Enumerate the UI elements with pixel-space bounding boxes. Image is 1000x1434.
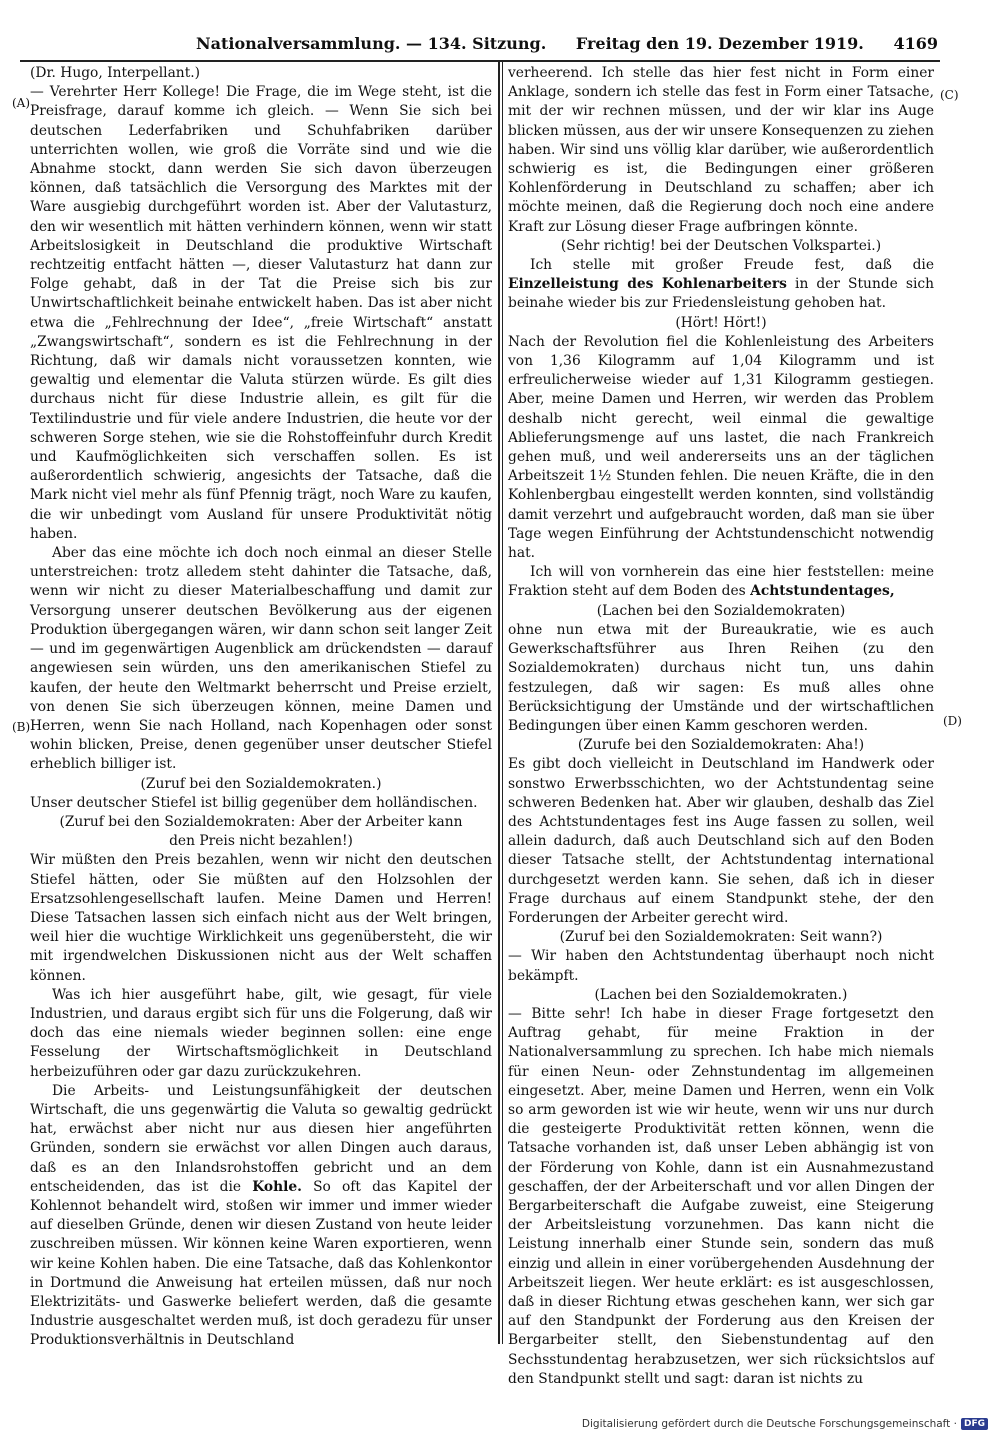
interjection: (Sehr richtig! bei der Deutschen Volkspartei.): [560, 237, 882, 254]
paragraph: Es gibt doch vielleicht in Deutschland im Handwerk oder sonstwo Erwerbsschichten, wo der Achtstundentag seine schweren Bedenken hat. Aber wir glauben, deshalb das Ziel des Achtstundentages fest ins Auge fassen zu sollen, weil allein dadurch, daß auch Deutschland sich auf den Boden dieser Tatsache stellt, der Achtstundentag international durchgesetzt werden kann. Sie sehen, daß ich in dieser Frage durchaus auf einem Standpunkt stehe, der den Forderungen der Arbeiter gerecht wird.: [508, 756, 934, 926]
paragraph: [508, 256, 934, 314]
paragraph: Nach der Revolution fiel die Kohlenleistung des Arbeiters von 1,36 Kilogramm auf 1,04 Kilogramm und ist erfreulicherweise wieder auf 1,31 Kilogramm gestiegen. Aber, meine Damen und Herren, wir werden das Problem deshalb nicht gerecht, weil einmal die gewaltige Ablieferungsmenge auf uns lastet, die nach Frankreich gehen muß, und weil andererseits uns an der täglichen Arbeitszeit 1½ Stunden fehlen. Die neuen Kräfte, die in den Kohlenbergbau eingestellt werden konnten, sind vollständig damit verzehrt und aufgebraucht worden, daß man sie über Tage wegen Einführung der Achtstundenschicht notwendig hat.: [508, 333, 934, 562]
paragraph: Aber das eine möchte ich doch noch einmal an dieser Stelle unterstreichen: trotz alledem steht dahinter die Tatsache, daß, wenn wir nicht zu dieser Materialbeschaffung und damit zur Versorgung unserer deutschen Bevölkerung aus der eigenen Produktion übergegangen wären, wir dann schon seit langer Zeit — und im gegenwärtigen Augenblick am drückendsten — darauf angewiesen sein würden, uns den amerikanischen Stiefel zu kaufen, der heute den Weltmarkt beherrscht und Preise erzielt, von denen Sie sich überzeugen können, meine Damen und Herren, wenn Sie nach Holland, nach Kopenhagen oder sonst wohin blicken, Preise, denen gegenüber unser deutscher Stiefel erheblich billiger ist.: [30, 545, 492, 773]
paragraph: Unser deutscher Stiefel ist billig gegenüber dem holländischen.: [30, 794, 478, 811]
interjection: (Zuruf bei den Sozialdemokraten: Aber der Arbeiter kann den Preis nicht bezahlen!): [59, 813, 463, 850]
interjection: (Zurufe bei den Sozialdemokraten: Aha!): [577, 737, 865, 754]
emphasis-kohlenarbeiter: Einzelleistung des Kohlenarbeiters: [508, 276, 787, 293]
column-divider: [498, 62, 500, 1344]
dfg-logo: DFG: [961, 1418, 988, 1430]
emphasis-kohle: Kohle.: [252, 1178, 302, 1195]
interjection: (Lachen bei den Sozialdemokraten.): [594, 986, 848, 1003]
interjection: (Hört! Hört!): [675, 314, 767, 331]
header-date: Freitag den 19. Dezember 1919.: [575, 34, 864, 53]
margin-mark-a: (A): [12, 96, 31, 110]
column-divider-thin: [502, 62, 503, 1344]
paragraph: verheerend. Ich stelle das hier fest nicht in Form einer Anklage, sondern ich stelle das fest in Form einer Tatsache, mit der wir rechnen müssen, und der wir klar ins Auge blicken müssen, aus der wir unsere Konsequenzen zu ziehen haben. Wir sind uns völlig klar darüber, wie außerordentlich schwierig es ist, die Bedingungen einer größeren Kohlenförderung in Deutschland zu schaffen; aber ich möchte meinen, daß die Regierung doch noch eine andere Kraft zur Lösung dieser Frage aufbringen könnte.: [508, 65, 934, 235]
interjection: (Zuruf bei den Sozialdemokraten: Seit wann?): [559, 929, 883, 946]
header-rule: [20, 60, 940, 62]
page-header: [196, 34, 938, 56]
paragraph-text: in der Stunde sich beinahe wieder bis zur Friedensleistung gehoben hat.: [508, 276, 934, 312]
page-number: 4169: [893, 34, 938, 53]
paragraph-text: Die Arbeits- und Leistungsunfähigkeit der deutschen Wirtschaft, die uns gegenwärtig die Valuta so gewaltig gedrückt hat, erwächst aber nicht nur aus diesen hier angeführten Gründen, sondern sie erwächst vor allen Dingen auch daraus, daß es an den Inlandsrohstoffen gebricht und an dem entscheidenden, das ist die: [30, 1082, 492, 1195]
margin-mark-b: (B): [12, 720, 31, 734]
header-left: Nationalversammlung. — 134. Sitzung.: [196, 34, 547, 53]
paragraph-text: So oft das Kapitel der Kohlennot behandelt wird, stoßen wir immer und immer wieder auf dieselben Gründe, denen wir diesen Zustand von heute leider zuschreiben müssen. Wir können keine Waren exportieren, wenn wir keine Kohlen haben. Die eine Tatsache, daß das Kohlenkontor in Dortmund die Anweisung hat erteilen müssen, daß nur noch Elektrizitäts- und Gaswerke beliefert werden, daß die gesamte Industrie ausgeschaltet werden muß, ist doch geradezu für unser Produktionsverhältnis in Deutschland: [30, 1178, 493, 1349]
margin-mark-d: (D): [943, 714, 962, 728]
paragraph: [30, 1082, 492, 1351]
footer-credit: [582, 1418, 988, 1430]
paragraph: — Bitte sehr! Ich habe in dieser Frage fortgesetzt den Auftrag gehabt, für meine Fraktion in der Nationalversammlung zu sprechen. Ich habe mich niemals für einen Neun- oder Zehnstundentag im allgemeinen eingesetzt. Aber, meine Damen und Herren, wenn ein Volk so arm geworden ist wie wir heute, wenn wir uns nur durch die gesteigerte Produktivität retten können, wenn die Tatsache vorhanden ist, daß unser Leben abhängig ist von der Förderung von Kohle, dann ist ein Ausnahmezustand geschaffen, der der Arbeiterschaft und vor allen Dingen der Bergarbeiterschaft die Aufgabe zuweist, eine Steigerung der Arbeitsleistung vorzunehmen. Das kann nicht die Leistung innerhalb einer Stunde sein, sondern das muß einzig und allein in einer vorübergehenden Ausdehnung der Arbeitszeit liegen. Wer heute erklärt: es ist ausgeschlossen, daß in dieser Richtung etwas geschehen kann, wer sich gar auf den Standpunkt der Forderung aus den Kreisen der Bergarbeiter stellt, den Siebenstundentag auf den Sechsstundentag herabzusetzen, wer sich rücksichtslos auf den Standpunkt stellt und sagt: daran ist nichts zu: [508, 1005, 934, 1387]
speaker-label: (Dr. Hugo, Interpellant.): [30, 65, 201, 81]
paragraph-text: Ich stelle mit großer Freude fest, daß die: [530, 257, 934, 274]
paragraph: Was ich hier ausgeführt habe, gilt, wie gesagt, für viele Industrien, und daraus ergibt sich für uns die Folgerung, daß wir doch das eine niemals wieder beginnen sollen: eine enge Fesselung der Wirtschaftsmöglichkeit in Deutschland herbeizuführen oder gar dazu zurückzukehren.: [30, 986, 492, 1080]
paragraph: — Wir haben den Achtstundentag überhaupt noch nicht bekämpft.: [508, 948, 934, 984]
interjection: (Zuruf bei den Sozialdemokraten.): [140, 775, 382, 792]
paragraph: ohne nun etwa mit der Bureaukratie, wie es auch Gewerkschaftsführer aus Ihren Reihen (zu den Sozialdemokraten) durchaus nicht tun, uns dahin festzulegen, daß wir sagen: Es muß alles ohne Berücksichtigung der Umstände und der wirtschaftlichen Bedingungen über einen Kamm geschoren werden.: [508, 621, 934, 734]
right-column: [508, 64, 934, 1387]
emphasis-achtstundentag: Achtstundentages,: [750, 583, 895, 600]
paragraph-text: Ich will von vornherein das eine hier feststellen: meine Fraktion steht auf dem Boden des: [508, 564, 934, 600]
footer-text: Digitalisierung gefördert durch die Deutsche Forschungsgemeinschaft ·: [581, 1418, 957, 1430]
interjection: (Lachen bei den Sozialdemokraten): [596, 602, 846, 619]
paragraph: Wir müßten den Preis bezahlen, wenn wir nicht den deutschen Stiefel hätten, oder Sie müßten auf den Holzsohlen der Ersatzsohlengesellschaft laufen. Meine Damen und Herren! Diese Tatsachen lassen sich einfach nicht aus der Welt bringen, weil hier die wuchtige Wirklichkeit uns gegenübersteht, die wir mit irgendwelchen Diskussionen nicht aus der Welt schaffen können.: [30, 852, 492, 984]
left-column: [30, 64, 493, 1349]
paragraph: — Verehrter Herr Kollege! Die Frage, die im Wege steht, ist die Preisfrage, darauf komme ich gleich. — Wenn Sie sich bei deutschen Lederfabriken und Schuhfabriken darüber unterrichten wollen, wie groß die Vorräte sind und wie die Abnahme stockt, dann werden Sie sich davon überzeugen können, daß tatsächlich die Versorgung des Marktes mit der Ware ausgiebig durchgeführt worden ist. Aber der Valutasturz, den wir wesentlich mit hätten verhindern können, wenn wir statt Arbeitslosigkeit in Deutschland die produktive Wirtschaft rechtzeitig entfacht hätten —, dieser Valutasturz hat dann zur Folge gehabt, daß in der Tat die Preise sich bis zur Unwirtschaftlichkeit beinahe entwickelt haben. Das ist aber nicht etwa die „Fehlrechnung der Idee“, „freie Wirtschaft“ anstatt „Zwangswirtschaft“, sondern es ist die Fehlrechnung in der Richtung, daß wir damals nicht voraussetzen konnten, wie gewaltig und elementar die Valuta stürzen würde. Es gilt dies durchaus nicht für diese Industrie allein, es gilt für die Textilindustrie und für viele andere Industrien, die heute vor der schweren Sorge stehen, wie sie die Rohstoffeinfuhr durch Kredit und Kaufmöglichkeiten sich verschaffen sollen. Es ist außerordentlich schwierig, angesichts der Tatsache, daß die Mark nicht viel mehr als fünf Pfennig trägt, noch Ware zu kaufen, die wir unbedingt vom Ausland für unsere Produktivität nötig haben.: [30, 84, 492, 542]
margin-mark-c: (C): [940, 88, 959, 102]
paragraph: [508, 563, 934, 601]
